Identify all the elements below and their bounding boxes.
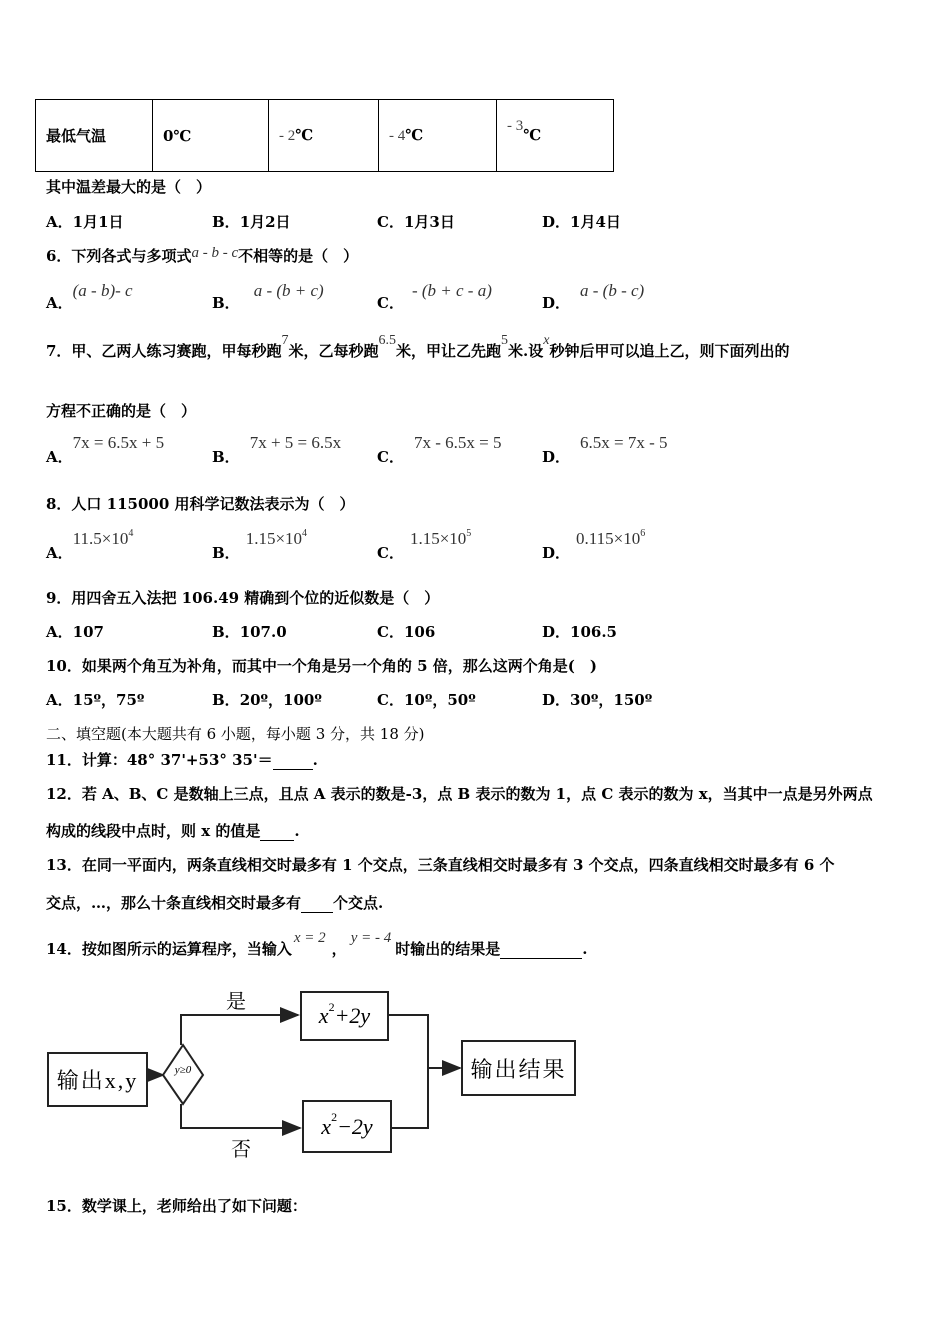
condition-label: y≥0 xyxy=(174,1064,192,1076)
yes-expression-box: x 2 +2y xyxy=(300,991,389,1041)
no-branch xyxy=(181,1104,300,1128)
option-c: C．10º，50º xyxy=(377,691,476,709)
no-expression-box: x 2 −2y xyxy=(302,1100,392,1153)
question-12-line2: 构成的线段中点时，则 x 的值是 . xyxy=(46,822,300,840)
option-b: B．20º，100º xyxy=(212,691,322,709)
question-7-line2: 方程不正确的是（ ） xyxy=(46,402,197,420)
question-14-stem: 14．按如图所示的运算程序，当输入x = 2，y = - 4时输出的结果是 . xyxy=(46,930,588,958)
option-b: B．1月2日 xyxy=(212,213,291,231)
question-10-stem: 10．如果两个角互为补角，而其中一个角是另一个角的 5 倍，那么这两个角是( ) xyxy=(46,657,597,675)
option-b: B．a - (b + c) xyxy=(212,281,324,312)
question-11: 11．计算：48° 37'+53° 35'＝ . xyxy=(46,751,318,769)
option-d: D．1月4日 xyxy=(542,213,621,231)
table-cell-unit: ℃ xyxy=(405,126,424,144)
option-a: A．7x = 6.5x + 5 xyxy=(46,433,165,466)
option-d: D．$0.115\times 10^6$ xyxy=(542,528,646,562)
option-a: A．$11.5\times 10^4$ xyxy=(46,528,134,562)
option-d: D．a - (b - c) xyxy=(542,281,645,312)
question-13-line1: 13．在同一平面内，两条直线相交时最多有 1 个交点，三条直线相交时最多有 3 个交点，四条直线相交时最多有 6 个 xyxy=(46,856,835,874)
no-label: 否 xyxy=(231,1137,251,1161)
option-c: C．7x - 6.5x = 5 xyxy=(377,433,502,466)
table-row-label: 最低气温 xyxy=(36,100,153,172)
merge-line xyxy=(389,1015,428,1128)
table-cell-unit: ℃ xyxy=(295,126,314,144)
question-5-stem: 其中温差最大的是（ ） xyxy=(46,178,212,196)
question-6-stem: 6．下列各式与多项式a - b - c不相等的是（ ） xyxy=(46,245,359,265)
table-cell-unit: ℃ xyxy=(523,126,542,144)
polynomial: a - b - c xyxy=(191,245,239,261)
option-a: A．107 xyxy=(46,623,104,641)
yes-branch xyxy=(181,1015,298,1045)
option-a: A．1月1日 xyxy=(46,213,124,231)
question-7-stem: 7．甲、乙两人练习赛跑，甲每秒跑7米，乙每秒跑6.5米，甲让乙先跑5米.设x秒钟后甲可以追上乙，则下面列出的 xyxy=(46,333,790,360)
input-box: 输出x,y xyxy=(47,1052,148,1107)
table-cell-value: - 4 xyxy=(389,128,406,144)
question-13-line2: 交点，…，那么十条直线相交时最多有 个交点. xyxy=(46,894,384,912)
table-cell-value: - 3 xyxy=(507,118,524,134)
question-9-stem: 9．用四舍五入法把 106.49 精确到个位的近似数是（ ） xyxy=(46,589,440,607)
table-cell-value: - 2 xyxy=(279,128,296,144)
output-box: 输出结果 xyxy=(461,1040,576,1096)
option-b: B．$1.15\times 10^4$ xyxy=(212,528,308,562)
option-a: A．(a - b)- c xyxy=(46,281,133,312)
option-c: C．1月3日 xyxy=(377,213,455,231)
question-8-stem: 8．人口 115000 用科学记数法表示为（ ） xyxy=(46,495,355,513)
option-b: B．107.0 xyxy=(212,623,287,641)
option-d: D．106.5 xyxy=(542,623,617,641)
section-heading: 二、填空题(本大题共有 6 小题，每小题 3 分，共 18 分) xyxy=(46,725,425,743)
option-c: C．106 xyxy=(377,623,436,641)
option-d: D．30º，150º xyxy=(542,691,653,709)
option-c: C．$1.15\times 10^5$ xyxy=(377,528,472,562)
option-b: B．7x + 5 = 6.5x xyxy=(212,433,342,466)
option-c: C．- (b + c - a) xyxy=(377,281,492,312)
question-12-line1: 12．若 A、B、C 是数轴上三点，且点 A 表示的数是-3，点 B 表示的数为 1，点 C 表示的数为 x，当其中一点是另外两点 xyxy=(46,785,873,803)
table-cell: 0℃ xyxy=(153,100,269,172)
option-a: A．15º，75º xyxy=(46,691,145,709)
question-15-stem: 15．数学课上，老师给出了如下问题： xyxy=(46,1197,307,1215)
yes-label: 是 xyxy=(226,989,246,1013)
option-d: D．6.5x = 7x - 5 xyxy=(542,433,668,466)
